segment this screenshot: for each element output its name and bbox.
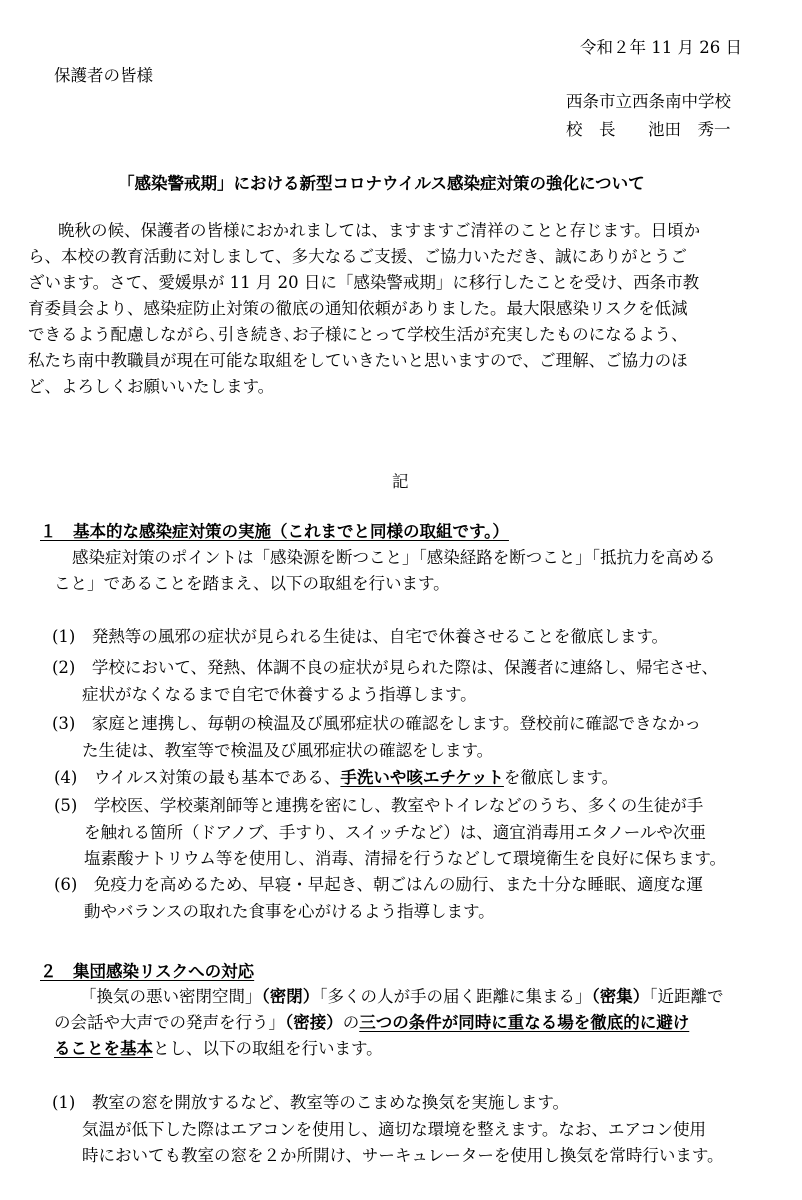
section1-item-5 [54,793,726,873]
item-line: た生徒は、教室等で検温及び風邪症状の確認をします。 [82,740,494,760]
lead-text: の会話や大声での発声を行う」 [54,1013,285,1032]
item-line: (6) 免疫力を高めるため、早寝・早起き、朝ごはんの励行、また十分な睡眠、適度な運 [54,875,704,894]
item-line: (3) 家庭と連携し、毎朝の検温及び風邪症状の確認をします。登校前に確認できなかっ [52,714,702,733]
emphasis-text: ることを基本 [54,1039,153,1058]
item-line: (2) 学校において、発熱、体調不良の症状が見られた際は、保護者に連絡し、帰宅させ、 [52,658,719,677]
section2-lead [54,984,724,1062]
item-line: (1) 教室の窓を開放するなど、教室等のこまめな換気を実施します。 [52,1093,570,1112]
section2-heading: ２ 集団感染リスクへの対応 [40,962,255,981]
intro-line: ざいます。さて、愛媛県が 11 月 20 日に「感染警戒期」に移行したことを受け、西条市教 [28,273,700,292]
section1-lead-line: こと」であることを踏まえ、以下の取組を行います。 [54,574,450,593]
emphasis-text: 手洗いや咳エチケット [340,768,504,787]
section2-item-1 [52,1090,724,1170]
section1-item-4 [54,765,618,792]
intro-line: 私たち南中教職員が現在可能な取組をしていきたいと思いますので、ご理解、ご協力のほ [28,351,688,370]
item-line: 時においても教室の窓を２か所開け、サーキュレーターを使用し換気を常時行います。 [82,1146,724,1165]
section1-item-3 [52,711,701,764]
ki-marker: 記 [392,472,409,491]
item-line: (5) 学校医、学校薬剤師等と連携を密にし、教室やトイレなどのうち、多くの生徒が手 [54,796,704,815]
section1-item-1: (1) 発熱等の風邪の症状が見られる生徒は、自宅で休養させることを徹底します。 [52,627,669,646]
document-title: 「感染警戒期」における新型コロナウイルス感染症対策の強化について [118,174,645,193]
lead-term: （密閉） [261,987,320,1006]
section2-lead-line [54,1010,724,1036]
section1-item-2 [52,655,718,708]
section1-heading: １ 基本的な感染症対策の実施（これまでと同様の取組です。） [40,522,509,541]
lead-text: 「多くの人が手の届く距離に集まる」 [319,987,592,1006]
item-line: 動やバランスの取れた食事を心がけるよう指導します。 [84,901,495,921]
principal-name: 池田 秀一 [648,120,731,139]
principal-title: 校 長 [566,120,616,139]
section2-lead-line [54,1036,724,1062]
item-line: を触れる箇所（ドアノブ、手すり、スイッチなど）は、適宜消毒用エタノールや次亜 [84,822,706,842]
item-text: (4) ウイルス対策の最も基本である、 [54,768,341,787]
lead-text: 「換気の悪い密閉空間」 [80,987,262,1006]
lead-text: の [342,1013,360,1032]
emphasis-text: 三つの条件が同時に重なる場を徹底的に避け [359,1013,690,1032]
lead-term: （密接） [285,1013,343,1032]
intro-paragraph [28,218,700,400]
section1-item-6 [54,872,703,925]
school-name: 西条市立西条南中学校 [566,92,731,111]
section1-lead-line: 感染症対策のポイントは「感染源を断つこと」「感染経路を断つこと」「抵抗力を高める [72,548,716,567]
intro-line: ら、本校の教育活動に対しまして、多大なるご支援、ご協力いただき、誠にありがとうご [28,247,688,266]
document-date: 令和２年 11 月 26 日 [580,38,742,57]
lead-text: とし、以下の取組を行います。 [153,1039,383,1058]
intro-line: 晩秋の候、保護者の皆様におかれましては、ますますご清祥のことと存じます。日頃か [58,221,701,240]
section2-lead-line [54,984,724,1010]
item-line: 症状がなくなるまで自宅で休養するよう指導します。 [82,684,477,704]
item-line: 塩素酸ナトリウム等を使用し、消毒、清掃を行うなどして環境衛生を良好に保ちます。 [84,849,727,868]
addressee: 保護者の皆様 [54,66,153,85]
section1-lead [54,545,716,597]
intro-line: ど、よろしくお願いいたします。 [28,377,275,396]
lead-term: （密集） [591,987,650,1006]
intro-line: できるよう配慮しながら､引き続き､お子様にとって学校生活が充実したものになるよう、 [28,325,688,344]
lead-text: 「近距離で [649,987,724,1006]
intro-line: 育委員会より、感染症防止対策の徹底の通知依頼がありました。最大限感染リスクを低減 [28,299,688,318]
item-line: 気温が低下した際はエアコンを使用し、適切な環境を整えます。なお、エアコン使用 [82,1119,707,1139]
item-text: を徹底します。 [503,768,619,787]
